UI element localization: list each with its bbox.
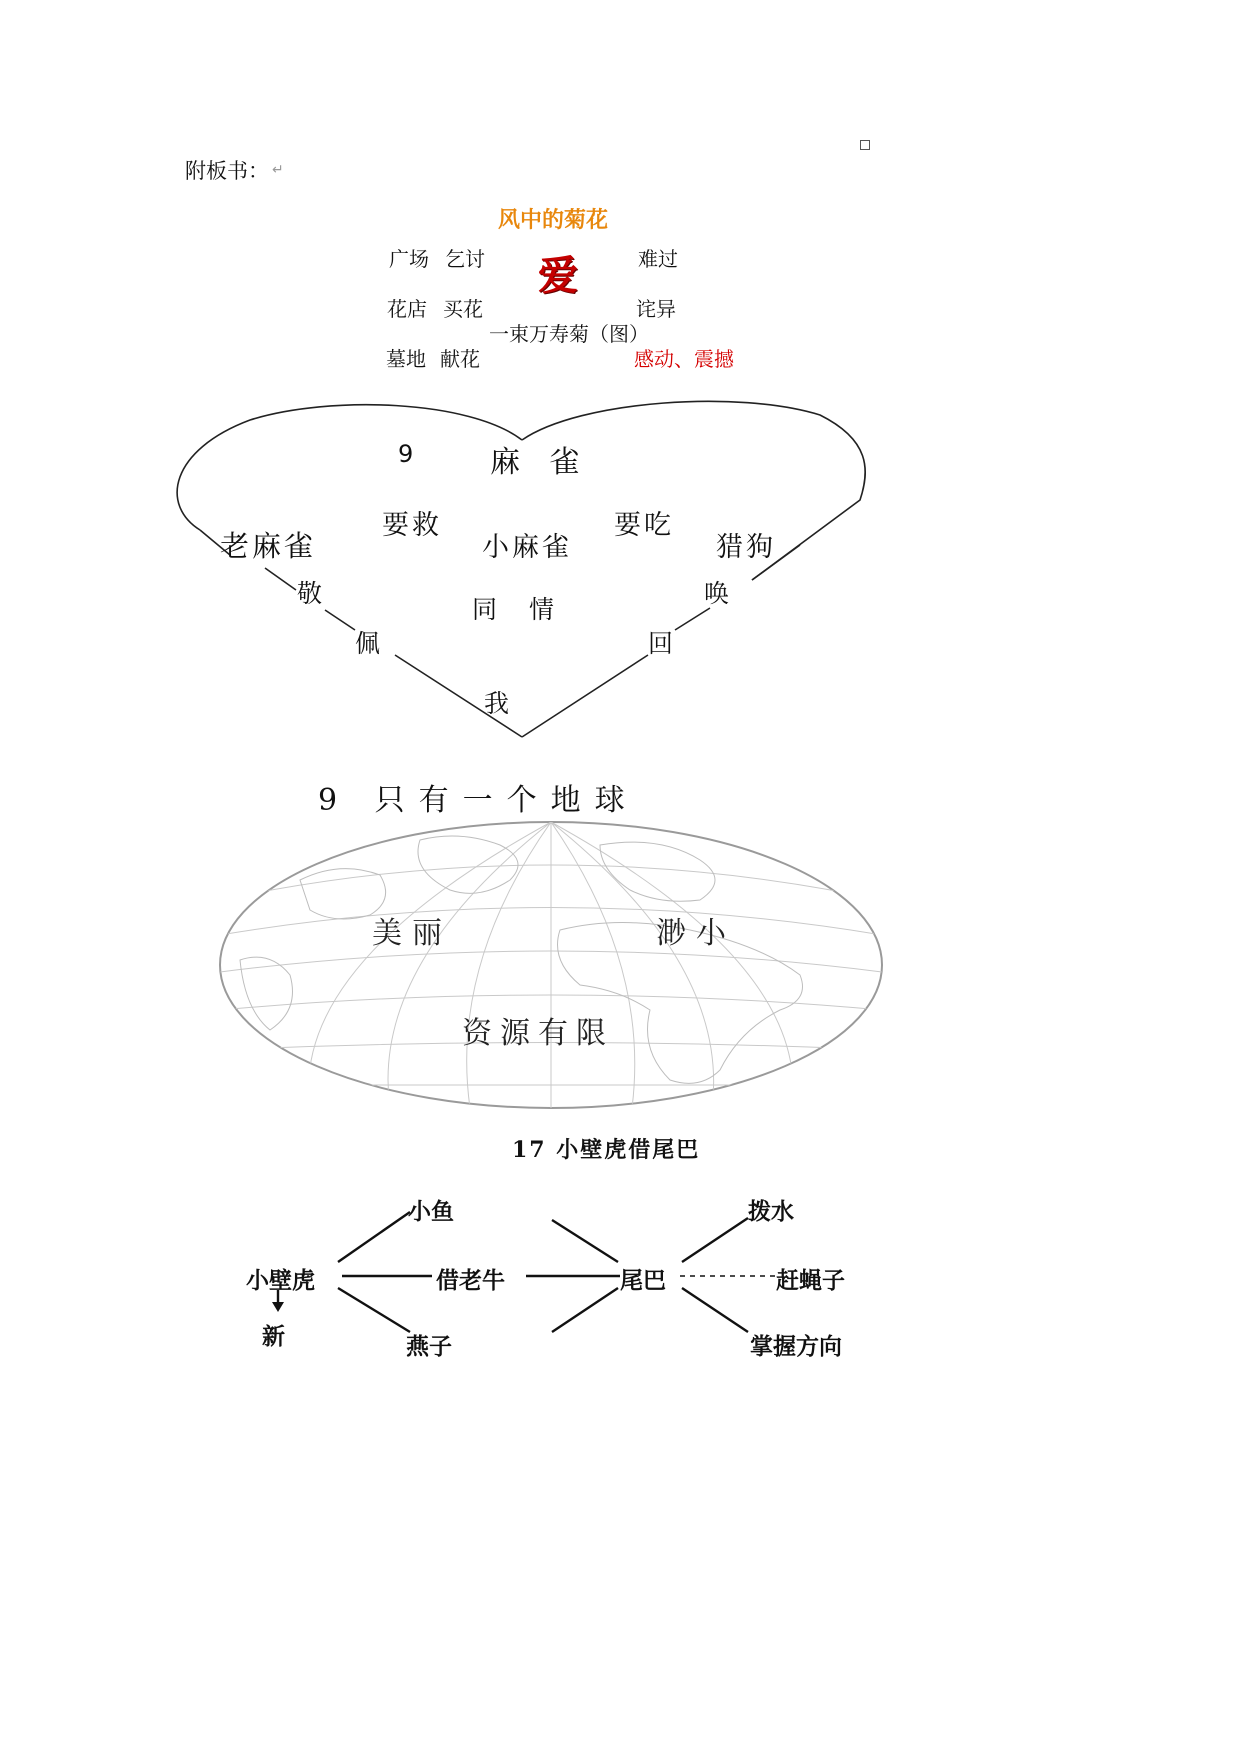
earth-title: 9 只有一个地球	[318, 783, 639, 818]
earth-word-tiny: 渺小	[656, 916, 736, 951]
left-item-1b: 乞讨	[445, 247, 485, 271]
right-item-1: 难过	[638, 247, 678, 271]
label-me: 我	[484, 689, 513, 718]
left-item-3a: 墓地	[386, 347, 426, 371]
paragraph-mark: ↵	[272, 162, 284, 178]
label-eat: 要吃	[614, 510, 674, 541]
node-ox: 借老牛	[436, 1268, 505, 1294]
label-call-1: 唤	[704, 579, 733, 608]
label-call-2: 回	[648, 629, 677, 658]
section1-title: 风中的菊花	[498, 208, 609, 233]
node-water: 拨水	[748, 1199, 794, 1225]
page-label: 附板书：	[185, 159, 269, 183]
right-item-2: 诧异	[636, 297, 676, 321]
label-respect-1: 敬	[297, 579, 326, 608]
label-respect-2: 佩	[355, 629, 384, 658]
node-swallow: 燕子	[406, 1334, 452, 1360]
node-direction: 掌握方向	[750, 1334, 842, 1360]
node-tail: 尾巴	[620, 1268, 666, 1294]
label-old-sparrow: 老麻雀	[220, 529, 317, 563]
sparrow-title-number: 9	[398, 440, 417, 468]
gecko-title: 17 小壁虎借尾巴	[512, 1137, 701, 1163]
node-new: 新	[262, 1324, 285, 1350]
node-gecko: 小壁虎	[246, 1268, 315, 1294]
sparrow-title: 麻 雀	[490, 445, 590, 480]
left-item-2a: 花店	[387, 297, 427, 321]
node-flies: 赶蝇子	[776, 1268, 845, 1294]
love-character: 爱	[538, 252, 578, 299]
left-item-2b: 买花	[443, 297, 483, 321]
middle-text: 一束万寿菊（图）	[489, 322, 649, 346]
label-hound: 猎狗	[716, 532, 776, 563]
node-fish: 小鱼	[408, 1199, 454, 1225]
earth-word-limited: 资源有限	[462, 1016, 614, 1051]
label-little-sparrow: 小麻雀	[482, 532, 572, 563]
label-save: 要救	[382, 510, 442, 541]
earth-word-beautiful: 美丽	[372, 916, 452, 951]
label-sympathy: 同 情	[472, 595, 566, 624]
left-item-3b: 献花	[440, 347, 480, 371]
left-item-1a: 广场	[389, 247, 429, 271]
right-item-3: 感动、震撼	[634, 347, 734, 371]
